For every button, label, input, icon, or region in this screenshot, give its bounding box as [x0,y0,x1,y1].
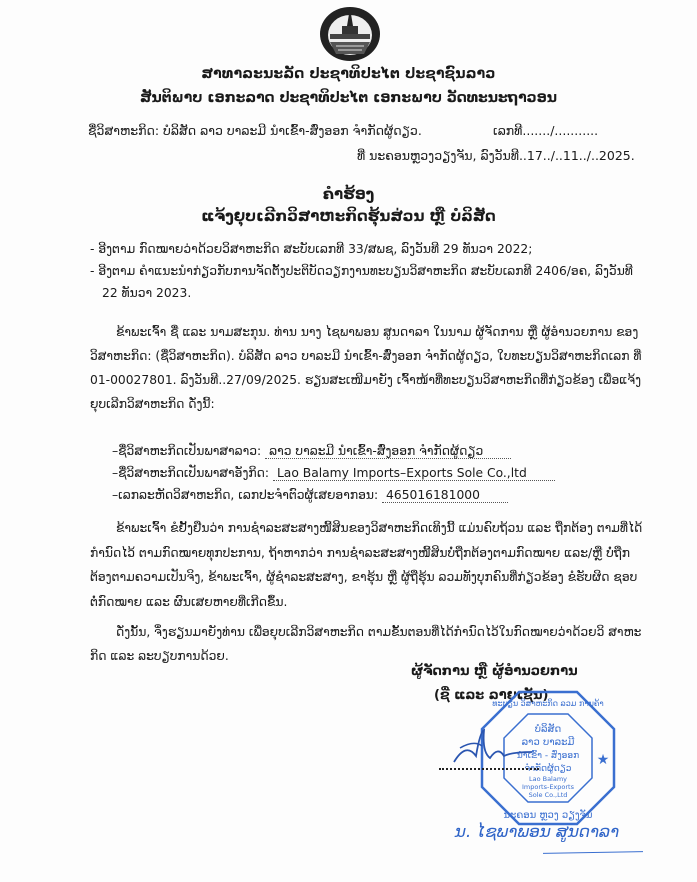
document-subtitle: ແຈ້ງຍຸບເລີກວິສາຫະກິດຮຸ້ນສ່ວນ ຫຼື ບໍລິສັດ [201,207,496,225]
svg-text:ບໍລິສັດ: ບໍລິສັດ [534,724,562,735]
handwritten-name: ນ. ໄຊພາພອນ ສູນດາລາ [455,822,620,842]
references [90,238,645,304]
body-paragraph-3: ດັ່ງນັ້ນ, ຈຶ່ງຮຽນມາຍັງທ່ານ ເພື່ອຍຸບເລີກວິສາຫະກິດ ຕາມຂັ້ນຕອນທີ່ໄດ້ກຳນົດໄວ້ໃນກົດໝາຍວ່າດ້ວຍວິ ສາຫະກິດ ແລະ ລະບຽບການດ້ວຍ. [90,625,642,663]
field-value: Lao Balamy Imports–Exports Sole Co.,ltd [273,466,555,481]
svg-text:Sole Co.,Ltd: Sole Co.,Ltd [528,791,568,799]
svg-text:ຈຳກັດຜູ້ດຽວ: ຈຳກັດຜູ້ດຽວ [524,764,572,774]
country-header: ສາທາລະນະລັດ ປະຊາທິປະໄຕ ປະຊາຊົນລາວ [201,66,496,82]
document-number: ເລກທີ......./........... [493,123,599,138]
reference-item: - ອີງຕາມ ກົດໝາຍວ່າດ້ວຍວິສາຫະກິດ ສະບັບເລກທີ 33/ສພຊ, ລົງວັນທີ 29 ທັນວາ 2022; [90,242,533,256]
body-paragraph-2: ຂ້າພະເຈົ້າ ຂໍຢັ້ງຢືນວ່າ ການຊຳລະສະສາງໜີ້ສິນຂອງວິສາຫະກິດເທິງນີ້ ແມ່ນຄົບຖ້ວນ ແລະ ຖືກຕ້ອງ ຕາມທີ່ໄດ້ ກຳນົດໄວ້ ຕາມກົດໝາຍທຸກປະການ, ຖ້າຫາກວ່າ ການຊຳລະສະສາງໜີ້ສິນບໍ່ຖືກຕ້ອງຕາມກົດໝາຍ ແລະ/ຫຼື ບໍ່ຖືກ ຕ້ອງຕາມຄວາມເປັນຈິງ, ຂ້າພະເຈົ້າ, ຜູ້ຊຳລະສະສາງ, ຂາຮຸ້ນ ຫຼື ຜູ້ຖືຮຸ້ນ ລວມທັງບຸກຄົນທີ່ກ່ຽວຂ້ອງ ຂໍຮັບຜິດ ຊອບຕໍ່ກົດໝາຍ ແລະ ຜົນເສຍຫາຍທີ່ເກີດຂຶ້ນ. [90,521,643,609]
field-english-name [112,466,555,480]
svg-text:ນຳເຂົ້າ - ສົ່ງອອກ: ນຳເຂົ້າ - ສົ່ງອອກ [516,751,580,761]
body-paragraph-1: ຂ້າພະເຈົ້າ ຊື່ ແລະ ນາມສະກຸນ. ທ່ານ ນາງ ໄຊພາພອນ ສູນດາລາ ໃນນາມ ຜູ້ຈັດການ ຫຼື ຜູ້ອຳນວຍການ ຂອງ ວິສາຫະກິດ: (ຊື່ວິສາຫະກິດ). ບໍລິສັດ ລາວ ບາລະມີ ນຳເຂົ້າ-ສົ່ງອອກ ຈຳກັດຜູ້ດຽວ, ໃບທະບຽນວິສາຫະກິດເລກ ທີ່ 01-00027801. ລົງວັນທີ..27/09/2025. ຮຽນສະເໜີມາຍັງ ເຈົ້າໜ້າທີ່ທະບຽນວິສາຫະກິດທີ່ກ່ຽວຂ້ອງ ເພື່ອແຈ້ງຍຸບເລີກວິສາຫະກິດ ດັ່ງນີ້: [90,325,642,411]
svg-text:★: ★ [596,752,610,768]
signature-line [439,768,539,770]
field-value: 465016181000 [382,488,508,503]
national-emblem-icon [316,4,384,62]
field-label: –ຊື່ວິສາຫະກິດເປັນພາສາອັງກິດ: [112,466,270,480]
reference-item: - ອີງຕາມ ຄຳແນະນຳກ່ຽວກັບການຈັດຕັ້ງປະຕິບັດວຽກງານທະບຽນວິສາຫະກິດ ສະບັບເລກທີ 2406/ອຄ, ລົງວັນທີ 22 ທັນວາ 2023. [90,264,633,300]
svg-text:ລາວ ບາລະມີ: ລາວ ບາລະມີ [521,737,575,748]
field-tax-id [112,488,508,502]
svg-text:Imports-Exports: Imports-Exports [522,783,574,791]
svg-text:ນະຄອນ ຫຼວງ ວຽງຈັນ: ນະຄອນ ຫຼວງ ວຽງຈັນ [503,810,593,821]
svg-text:Lao Balamy: Lao Balamy [528,775,568,783]
place-date-line: ທີ່ ນະຄອນຫຼວງວຽງຈັນ, ລົງວັນທີ..17../..11../..2025. [357,148,635,163]
field-label: –ເລກລະຫັດວິສາຫະກິດ, ເລກປະຈຳຕົວຜູ້ເສຍອາກອນ: [112,488,379,502]
signatory-role: ຜູ້ຈັດການ ຫຼື ຜູ້ອຳນວຍການ [411,664,578,679]
field-label: –ຊື່ວິສາຫະກິດເປັນພາສາລາວ: [112,444,262,458]
handwritten-underline [543,851,643,854]
signature-instruction: (ຊື່ ແລະ ລາຍເຊັນ) [434,688,549,703]
field-lao-name [112,444,511,458]
enterprise-name-line: ຊື່ວິສາຫະກິດ: ບໍລິສັດ ລາວ ບາລະມີ ນຳເຂົ້າ-ສົ່ງອອກ ຈຳກັດຜູ້ດຽວ. [88,123,422,138]
svg-text:ທະບຽນ ວິສາຫະກິດ ລວມ ການຄ້າ: ທະບຽນ ວິສາຫະກິດ ລວມ ການຄ້າ [492,699,604,708]
handwritten-signature-icon [446,722,536,772]
document-title: ຄຳຮ້ອງ [322,185,375,203]
field-value: ລາວ ບາລະມີ ນຳເຂົ້າ-ສົ່ງອອກ ຈຳກັດຜູ້ດຽວ [265,444,511,459]
motto-header: ສັນຕິພາບ ເອກະລາດ ປະຊາທິປະໄຕ ເອກະພາບ ວັດທະນະຖາວອນ [139,90,558,106]
